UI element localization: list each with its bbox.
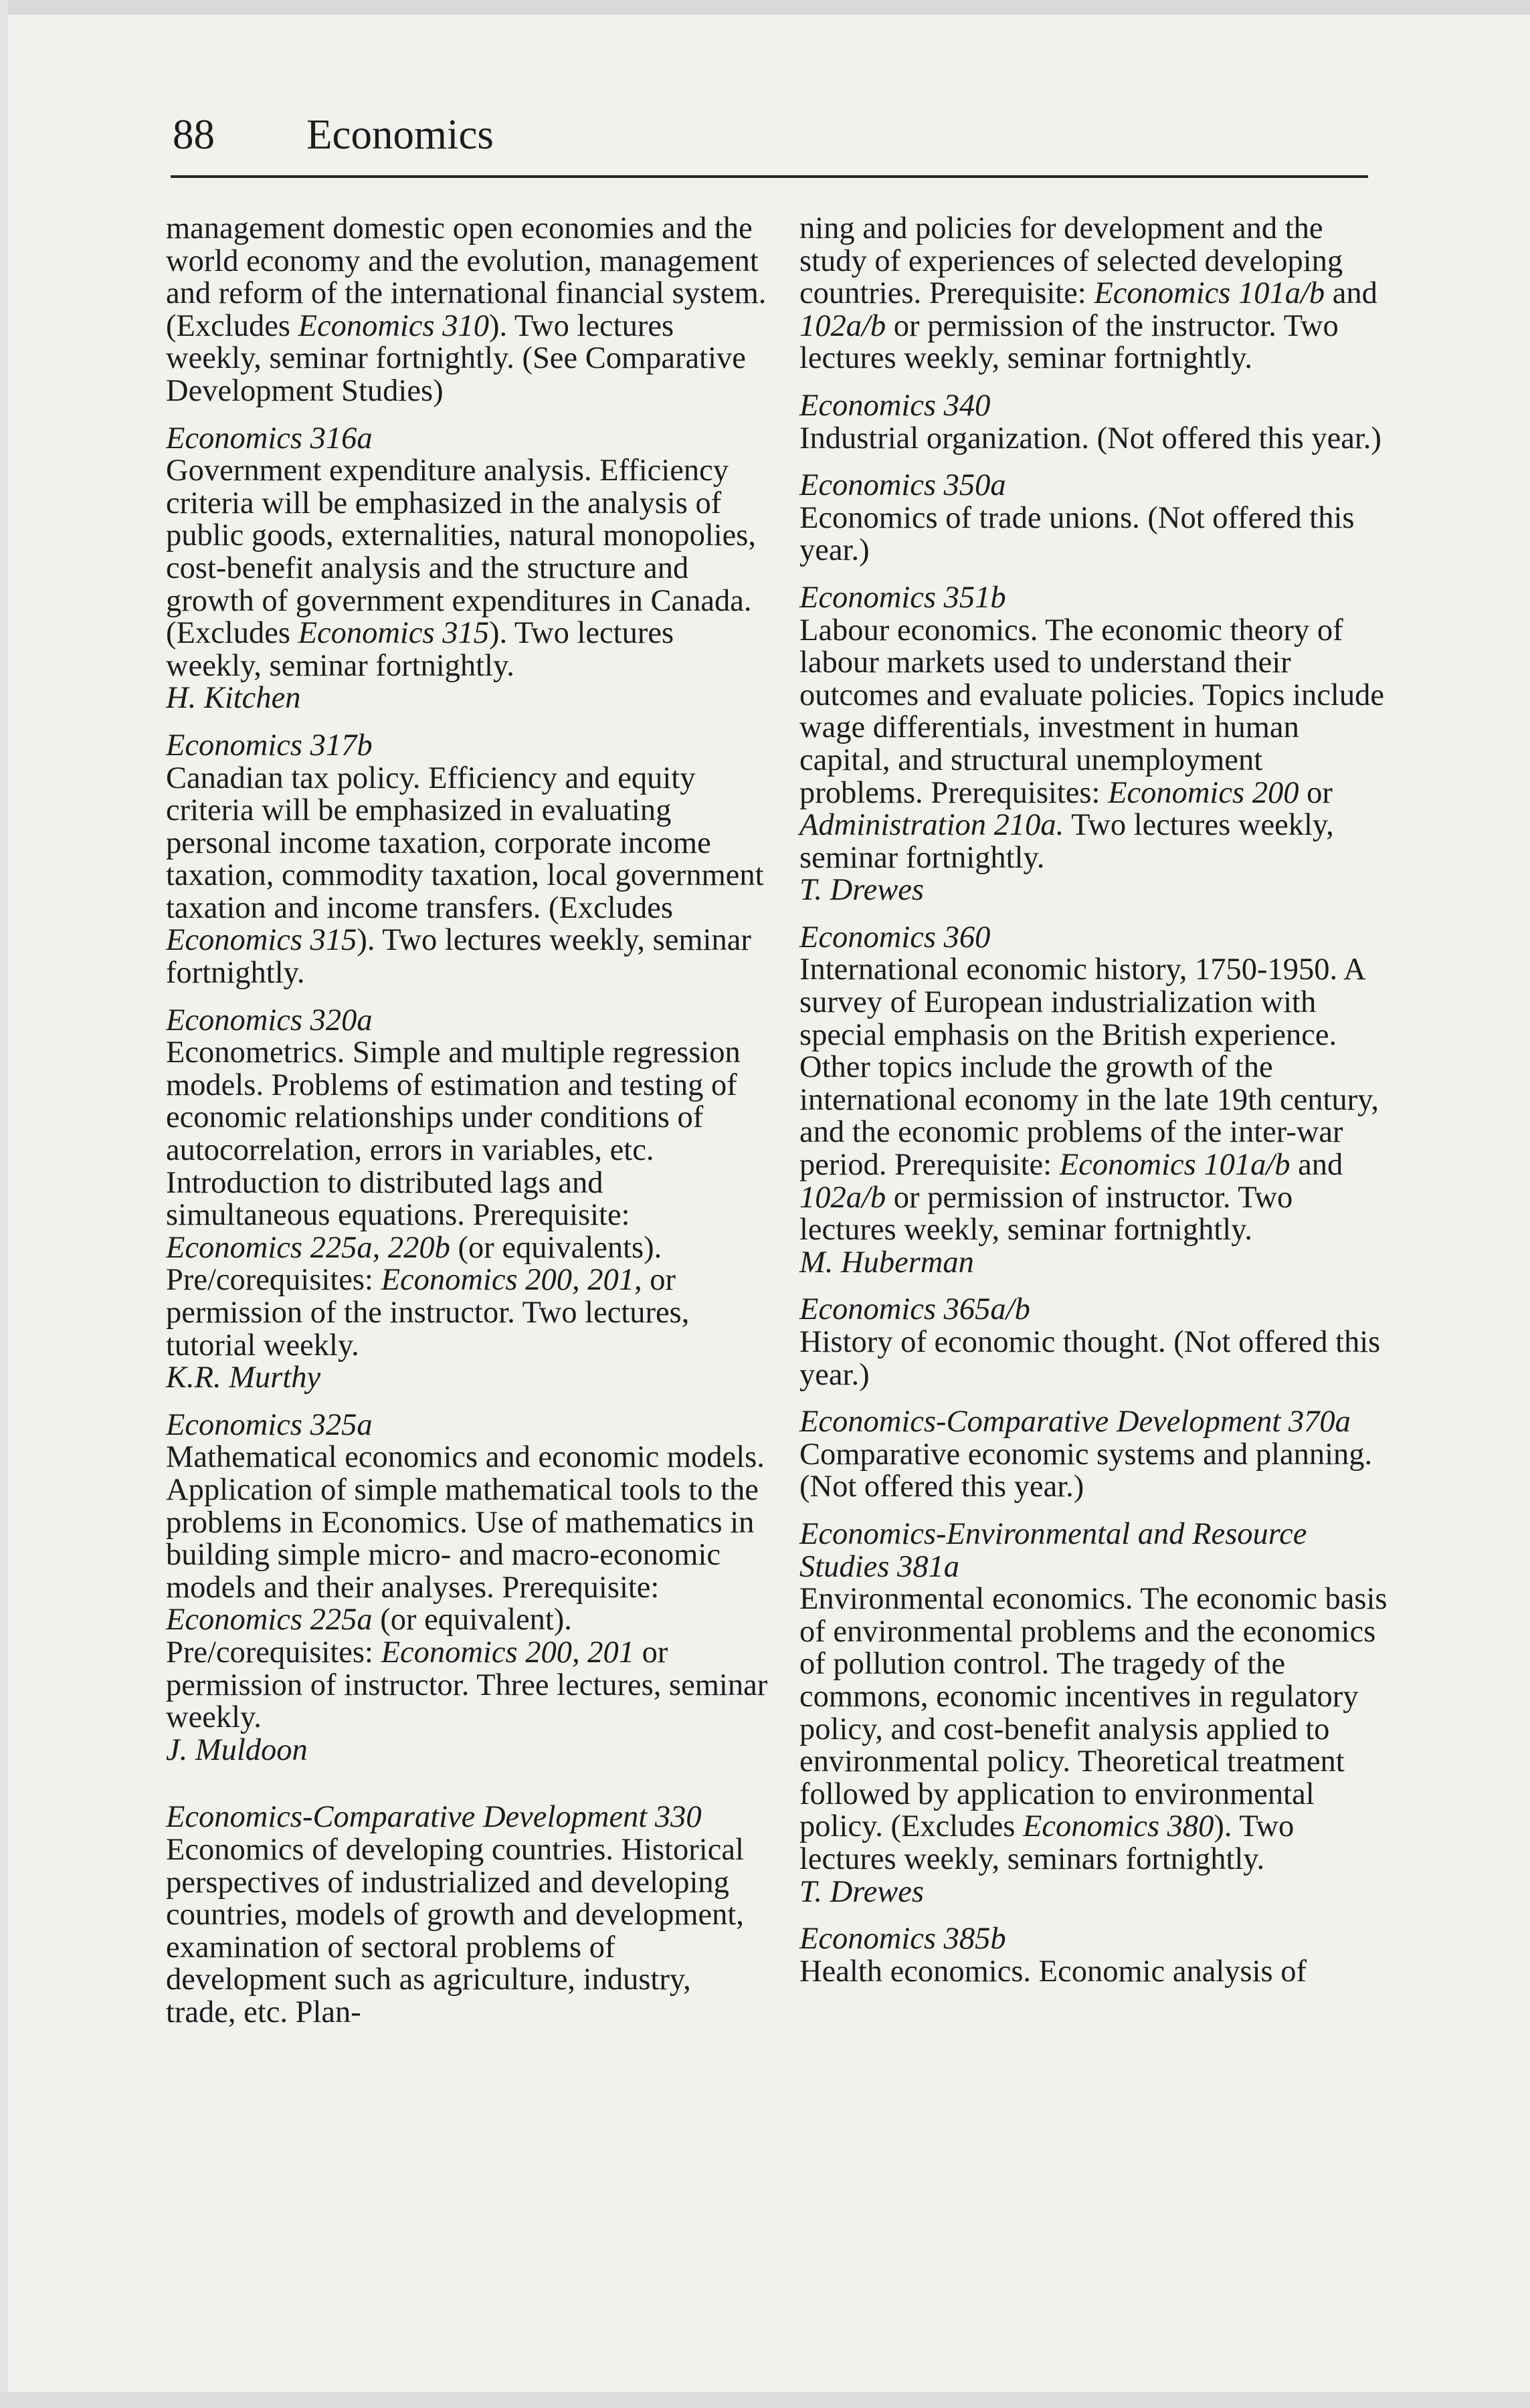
continuation-mid: and — [1332, 276, 1377, 311]
left-column — [166, 213, 768, 2043]
course-description: Econometrics. Simple and multiple regression models. Problems of estimation and testing of economic relationships under conditions of autocorrelation, errors in variables, etc. Introduction to distributed lags and simultaneous equations. Prerequisite: — [166, 1035, 741, 1233]
course-description: History of economic thought. (Not offered this year.) — [799, 1325, 1381, 1392]
course-entry-320a — [166, 1005, 768, 1395]
course-entry-340 — [799, 390, 1388, 455]
continued-course-description — [166, 213, 768, 408]
course-reference: Economics 380 — [1023, 1809, 1214, 1844]
course-title: Economics 351b — [799, 580, 1006, 615]
course-description: Canadian tax policy. Efficiency and equity criteria will be emphasized in evaluating personal income taxation, corporate income taxation, commodity taxation, local government taxation and income transfers. (Excludes — [166, 761, 764, 925]
section-title: Economics — [306, 111, 494, 158]
course-title: Economics 385b — [799, 1922, 1006, 1956]
course-title: Economics-Comparative Development 370a — [799, 1405, 1351, 1439]
continuation-text: management domestic open economies and the world economy and the evolution, management and reform of the international financial system. (Excludes — [166, 211, 767, 343]
course-title: Economics 340 — [799, 388, 991, 423]
course-description-tail: ). Two lectures weekly, seminar fortnightly. — [166, 616, 674, 683]
course-title: Economics 360 — [799, 920, 991, 955]
course-title: Economics 316a — [166, 421, 373, 456]
course-description: Comparative economic systems and planning. (Not offered this year.) — [799, 1437, 1373, 1504]
course-title: Economics 317b — [166, 728, 373, 763]
course-description: Mathematical economics and economic models. Application of simple mathematical tools to the problems in Economics. Use of mathematics in building simple micro- and macro-economic models and their analyses. Prerequisite: — [166, 1440, 765, 1605]
course-title: Economics 350a — [799, 468, 1006, 503]
course-reference: Economics 225a, 220b — [166, 1230, 450, 1265]
course-description: Environmental economics. The economic basis of environmental problems and the economics of pollution control. The tragedy of the commons, economic incentives in regulatory policy, and cost-benefit analysis applied to environmental policy. Theoretical treatment followed by application to environmental policy. (Excludes — [799, 1582, 1388, 1844]
course-reference: 102a/b — [799, 1180, 886, 1215]
course-entry-370a — [799, 1406, 1388, 1504]
scan-edge-bottom — [0, 2392, 1530, 2408]
course-instructor: T. Drewes — [799, 1874, 924, 1909]
course-reference: Economics 101a/b — [1094, 276, 1325, 311]
course-entry-351b — [799, 582, 1388, 907]
course-description: Labour economics. The economic theory of labour markets used to understand their outcomes and evaluate policies. Topics include wage differentials, investment in human capital, and structural unemployment problems. Prerequisites: — [799, 613, 1384, 810]
course-instructor: T. Drewes — [799, 873, 924, 908]
course-reference: Economics 315 — [166, 923, 357, 958]
course-description-mid: or — [1307, 775, 1333, 810]
course-title: Economics-Environmental and Resource Studies 381a — [799, 1516, 1307, 1584]
course-title: Economics 325a — [166, 1407, 373, 1442]
course-reference: Administration 210a. — [799, 808, 1064, 843]
course-description: Industrial organization. (Not offered this year.) — [799, 421, 1381, 456]
course-description-tail: or permission of instructor. Three lectures, seminar weekly. — [166, 1635, 768, 1735]
course-reference: Economics 200, 201 — [381, 1635, 634, 1670]
course-entry-385b — [799, 1923, 1388, 1988]
course-description: Health economics. Economic analysis of — [799, 1954, 1307, 1989]
course-entry-350a — [799, 470, 1388, 567]
header-rule — [171, 175, 1368, 178]
course-reference: Economics 315 — [298, 616, 489, 651]
course-reference: Economics 200, 201, — [381, 1263, 642, 1298]
course-instructor: J. Muldoon — [166, 1732, 308, 1767]
course-description: Economics of developing countries. Historical perspectives of industrialized and developing countries, models of growth and development, examination of sectoral problems of development such as agriculture, industry, trade, etc. Plan- — [166, 1832, 744, 2029]
course-reference: Economics 225a — [166, 1603, 373, 1637]
course-title: Economics 320a — [166, 1003, 373, 1037]
course-instructor: M. Huberman — [799, 1245, 974, 1280]
course-reference: Economics 200 — [1108, 775, 1299, 810]
running-header — [173, 111, 494, 158]
course-entry-317b — [166, 730, 768, 990]
course-entry-316a — [166, 423, 768, 715]
course-description-tail: ). Two lectures weekly, seminars fortnightly. — [799, 1809, 1295, 1876]
page-number: 88 — [173, 111, 215, 158]
course-reference: Economics 310 — [298, 308, 489, 343]
course-reference: 102a/b — [799, 308, 886, 343]
scan-edge-top — [0, 0, 1530, 15]
course-entry-381a — [799, 1518, 1388, 1908]
course-description: Government expenditure analysis. Efficiency criteria will be emphasized in the analysis of public goods, externalities, natural monopolies, cost-benefit analysis and the structure and growth of government expenditures in Canada. (Excludes — [166, 454, 757, 651]
course-description: International economic history, 1750-1950. A survey of European industrialization with special emphasis on the British experience. Other topics include the growth of the international economy in the late 19th century, and the economic problems of the inter-war period. Prerequisite: — [799, 952, 1379, 1183]
course-instructor: H. Kitchen — [166, 681, 301, 716]
course-description-tail: ). Two lectures weekly, seminar fortnightly. — [166, 923, 751, 991]
scan-edge-left — [0, 0, 8, 2408]
continued-course-description — [799, 213, 1388, 375]
course-description-mid: (or equivalent). Pre/corequisites: — [166, 1603, 572, 1670]
course-reference: Economics 101a/b — [1059, 1148, 1290, 1183]
course-entry-360 — [799, 922, 1388, 1280]
course-entry-365ab — [799, 1294, 1388, 1391]
right-column — [799, 213, 1388, 2003]
course-description: Economics of trade unions. (Not offered this year.) — [799, 500, 1355, 568]
course-description-tail: or permission of the instructor. Two lectures, tutorial weekly. — [166, 1263, 690, 1363]
continuation-tail: or permission of the instructor. Two lectures weekly, seminar fortnightly. — [799, 308, 1339, 376]
course-description-tail: or permission of instructor. Two lectures weekly, seminar fortnightly. — [799, 1180, 1293, 1247]
continuation-tail: ). Two lectures weekly, seminar fortnightly. (See Comparative Development Studies) — [166, 308, 746, 408]
course-description-tail: Two lectures weekly, seminar fortnightly. — [799, 808, 1334, 875]
course-instructor: K.R. Murthy — [166, 1361, 321, 1395]
course-title: Economics-Comparative Development 330 — [166, 1800, 702, 1835]
course-entry-330 — [166, 1801, 768, 2029]
continuation-text: ning and policies for development and the study of experiences of selected developing countries. Prerequisite: — [799, 211, 1343, 311]
course-entry-325a — [166, 1409, 768, 1767]
course-title: Economics 365a/b — [799, 1292, 1030, 1327]
course-description-mid: and — [1298, 1148, 1343, 1183]
course-description-mid: (or equivalents). Pre/corequisites: — [166, 1230, 662, 1298]
